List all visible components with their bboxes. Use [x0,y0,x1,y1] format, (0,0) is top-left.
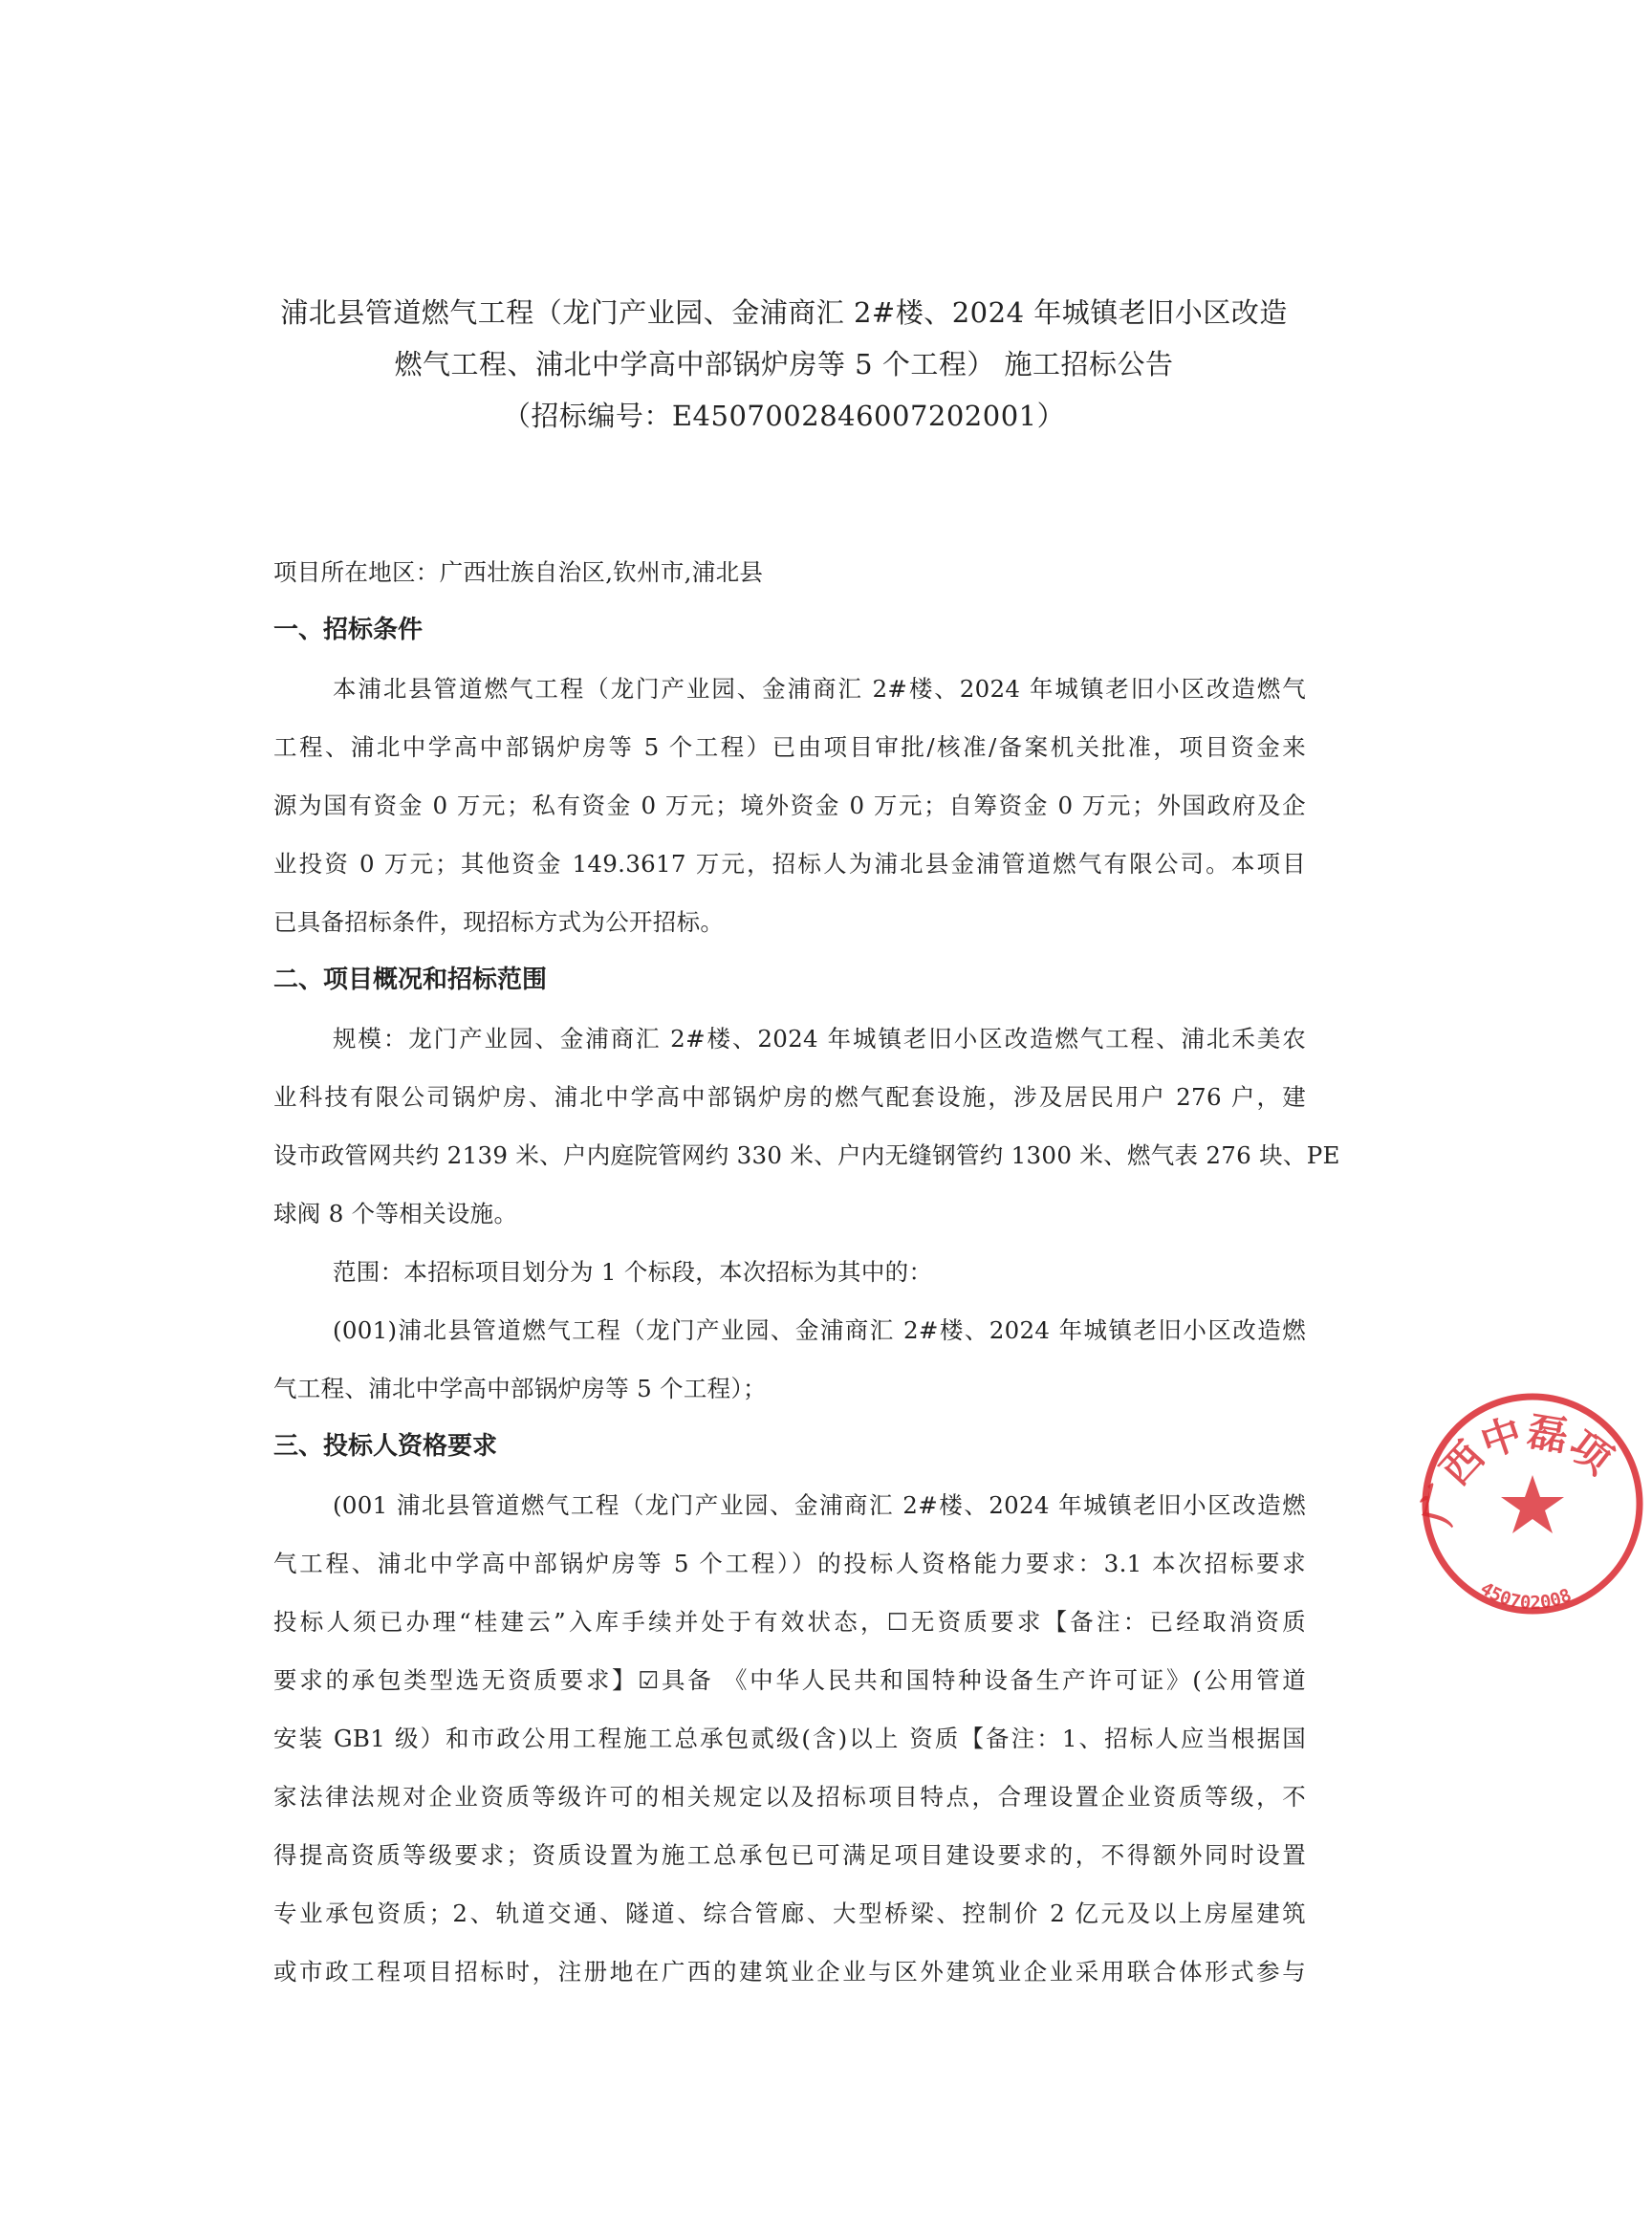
paragraph-line: 已具备招标条件，现招标方式为公开招标。 [273,908,725,936]
paragraph-line: 源为国有资金 0 万元；私有资金 0 万元；境外资金 0 万元；自筹资金 0 万元；外国政府及企 [273,792,1306,819]
svg-text:广西中磊项 [1413,1407,1621,1530]
paragraph-line: 工程、浦北中学高中部锅炉房等 5 个工程）已由项目审批/核准/备案机关批准，项目资金来 [273,733,1306,761]
paragraph-line: 投标人须已办理“桂建云”入库手续并处于有效状态，☐无资质要求【备注：已经取消资质 [273,1608,1306,1636]
paragraph-line: 安装 GB1 级）和市政公用工程施工总承包贰级(含)以上 资质【备注：1、招标人应当根据国 [273,1725,1306,1752]
company-seal-stamp [1413,1384,1652,1623]
announcement-title [249,287,1319,442]
paragraph-line: 气工程、浦北中学高中部锅炉房等 5 个工程）； [273,1375,767,1402]
paragraph-line: 本浦北县管道燃气工程（龙门产业园、金浦商汇 2#楼、2024 年城镇老旧小区改造燃气 [333,675,1306,703]
document-body [273,543,1340,2001]
seal-number: 450702008 [1476,1577,1576,1615]
paragraph-line: 或市政工程项目招标时，注册地在广西的建筑业企业与区外建筑业企业采用联合体形式参与 [273,1958,1306,1986]
paragraph-line: 球阀 8 个等相关设施。 [273,1200,518,1227]
section-heading-bidder-qualifications: 三、投标人资格要求 [273,1432,498,1461]
project-location: 项目所在地区：广西壮族自治区,钦州市,浦北县 [273,558,764,586]
seal-text: 广西中磊项 [1413,1407,1621,1530]
paragraph-line: 设市政管网共约 2139 米、户内庭院管网约 330 米、户内无缝钢管约 1300 米、燃气表 276 块、PE [273,1141,1340,1169]
paragraph-line: 范围：本招标项目划分为 1 个标段，本次招标为其中的： [333,1258,933,1286]
paragraph-line: 气工程、浦北中学高中部锅炉房等 5 个工程））的投标人资格能力要求：3.1 本次招标要求 [273,1550,1306,1577]
paragraph-line: 业投资 0 万元；其他资金 149.3617 万元，招标人为浦北县金浦管道燃气有限公司。本项目 [273,850,1306,878]
paragraph-line: (001)浦北县管道燃气工程（龙门产业园、金浦商汇 2#楼、2024 年城镇老旧小区改造燃 [333,1316,1306,1344]
paragraph-line: (001 浦北县管道燃气工程（龙门产业园、金浦商汇 2#楼、2024 年城镇老旧小区改造燃 [333,1491,1306,1519]
title-line-3: （招标编号：E4507002846007202001） [502,400,1066,432]
paragraph-line: 专业承包资质；2、轨道交通、隧道、综合管廊、大型桥梁、控制价 2 亿元及以上房屋建筑 [273,1900,1306,1927]
paragraph-line: 规模：龙门产业园、金浦商汇 2#楼、2024 年城镇老旧小区改造燃气工程、浦北禾美农 [333,1025,1306,1053]
title-line-2: 燃气工程、浦北中学高中部锅炉房等 5 个工程） 施工招标公告 [394,348,1174,380]
paragraph-line: 要求的承包类型选无资质要求】☑具备 《中华人民共和国特种设备生产许可证》(公用管道 [273,1666,1306,1694]
paragraph-line: 业科技有限公司锅炉房、浦北中学高中部锅炉房的燃气配套设施，涉及居民用户 276 户，建 [273,1083,1306,1111]
section-heading-project-overview: 二、项目概况和招标范围 [273,966,548,994]
svg-text:450702008 [1476,1578,1575,1614]
paragraph-line: 家法律法规对企业资质等级许可的相关规定以及招标项目特点，合理设置企业资质等级，不 [273,1783,1306,1811]
paragraph-line: 得提高资质等级要求；资质设置为施工总承包已可满足项目建设要求的，不得额外同时设置 [273,1841,1306,1869]
section-heading-bidding-conditions: 一、招标条件 [273,616,424,644]
title-line-1: 浦北县管道燃气工程（龙门产业园、金浦商汇 2#楼、2024 年城镇老旧小区改造 [280,296,1288,329]
